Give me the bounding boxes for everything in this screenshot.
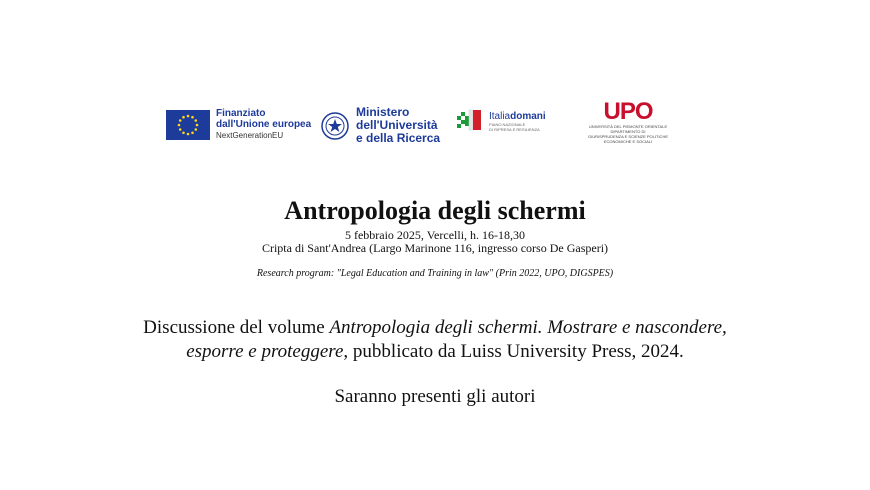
mur-line2: dell'Università <box>356 118 438 132</box>
italiadomani-sub1: PIANO NAZIONALE <box>489 121 526 127</box>
mur-line1: Ministero <box>356 105 410 119</box>
eu-flag-icon <box>166 110 210 140</box>
desc-part1: Discussione del volume <box>143 317 330 338</box>
mur-logo <box>320 106 440 145</box>
upo-sub3: GIURISPRUDENZA E SCIENZE POLITICHE <box>587 134 668 139</box>
eu-line3: NextGenerationEU <box>216 131 284 140</box>
eu-line2: dall'Unione europea <box>216 119 312 130</box>
event-date: 5 febbraio 2025, Vercelli, h. 16-18,30 <box>344 228 526 242</box>
book-description <box>0 316 870 364</box>
mur-line3: e della Ricerca <box>356 131 441 145</box>
event-title: Antropologia degli schermi <box>284 196 586 225</box>
italiadomani-suffix: domani <box>510 110 546 122</box>
event-venue: Cripta di Sant'Andrea (Largo Marinone 116, ingresso corso De Gasperi) <box>261 241 609 255</box>
italiadomani-prefix: Italia <box>489 110 511 122</box>
research-program: Research program: "Legal Education and Training in law" (Prin 2022, UPO, DIGSPES) <box>256 268 614 279</box>
upo-sub4: ECONOMICHE E SOCIALI <box>603 139 653 144</box>
upo-wordmark: UPO <box>603 98 653 125</box>
upo-sub2: DIPARTIMENTO DI <box>610 129 646 134</box>
italiadomani-mark-icon <box>455 108 485 134</box>
upo-logo <box>585 100 671 144</box>
italiadomani-logo <box>455 108 546 134</box>
upo-sub1: UNIVERSITÀ DEL PIEMONTE ORIENTALE <box>588 124 668 129</box>
logo-bar <box>0 100 870 150</box>
eu-logo <box>166 108 311 141</box>
desc-part2: , pubblicato da Luiss University Press, 2024. <box>343 341 684 362</box>
eu-line1: Finanziato <box>216 108 266 119</box>
desc-book-title-2: esporre e proteggere <box>186 341 344 362</box>
authors-note: Saranno presenti gli autori <box>334 386 536 407</box>
desc-book-title-1: Antropologia degli schermi. Mostrare e nascondere, <box>329 317 727 338</box>
italiadomani-sub2: DI RIPRESA E RESILIENZA <box>489 126 540 132</box>
emblem-icon <box>320 110 350 142</box>
